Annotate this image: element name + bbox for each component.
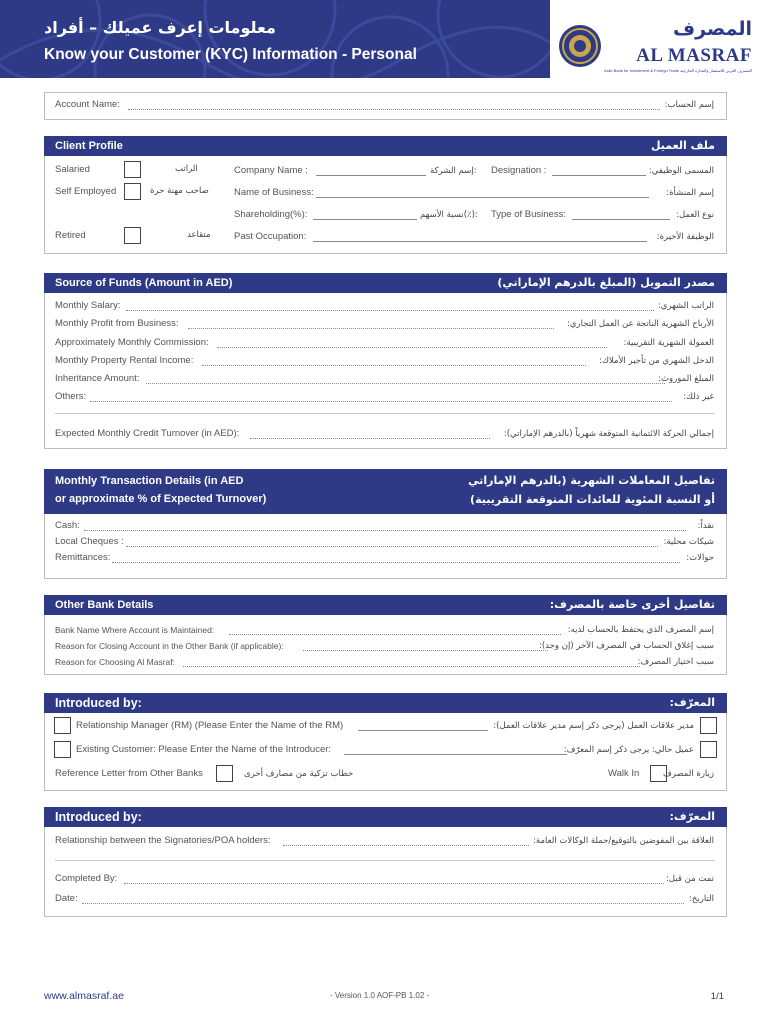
divider: [55, 860, 715, 861]
decorative-pattern: [0, 0, 560, 78]
designation-field[interactable]: [552, 175, 646, 176]
existing-customer-label: Existing Customer: Please Enter the Name of the Introducer:: [76, 744, 332, 755]
rm-checkbox[interactable]: [54, 717, 71, 734]
page-number: 1/1: [710, 991, 724, 1002]
choosing-reason-field[interactable]: [183, 666, 640, 667]
company-name-label: Company Name :: [234, 165, 308, 176]
others-field[interactable]: [90, 401, 672, 402]
business-type-label-ar: نوع العمل:: [676, 210, 714, 220]
salaried-checkbox[interactable]: [124, 161, 141, 178]
header-banner: [0, 0, 770, 78]
account-name-field[interactable]: [128, 109, 660, 110]
section-title-ar: تفاصيل أخرى خاصة بالمصرف:: [549, 598, 715, 611]
section-title-ar: مصدر التمويل (المبلغ بالدرهم الإماراتي): [497, 276, 715, 289]
emblem-icon: [558, 24, 602, 68]
past-occupation-label: Past Occupation:: [234, 231, 307, 242]
section-title-ar: المعرّف:: [669, 810, 715, 823]
rental-income-label-ar: الدخل الشهري من تأجير الأملاك:: [599, 356, 714, 366]
self-employed-checkbox[interactable]: [124, 183, 141, 200]
divider: [55, 413, 715, 414]
existing-customer-label-ar: عميل حالي: يرجى ذكر إسم المعرّف:: [563, 745, 694, 755]
past-occupation-field[interactable]: [313, 241, 647, 242]
retired-label: Retired: [55, 230, 86, 241]
reference-letter-checkbox[interactable]: [216, 765, 233, 782]
salaried-label-ar: الراتب: [175, 164, 198, 174]
shareholding-label-ar: نسبة الأسهم(٪):: [420, 210, 478, 220]
section-title-ar-line1: تفاصيل المعاملات الشهرية (بالدرهم الإماراتي: [468, 474, 715, 487]
other-bank-header: [44, 595, 727, 615]
account-name-box: [44, 92, 727, 120]
section-title: Client Profile: [55, 140, 123, 152]
date-label: Date:: [55, 893, 78, 904]
cash-label-ar: نقداً:: [697, 521, 714, 531]
introduced-by-header: [44, 693, 727, 713]
shareholding-field[interactable]: [313, 219, 417, 220]
monthly-commission-field[interactable]: [217, 347, 607, 348]
business-type-field[interactable]: [572, 219, 670, 220]
others-label-ar: غير ذلك:: [683, 392, 714, 402]
rental-income-field[interactable]: [202, 365, 586, 366]
existing-customer-checkbox[interactable]: [54, 741, 71, 758]
designation-label: Designation :: [491, 165, 547, 176]
rental-income-label: Monthly Property Rental Income:: [55, 355, 194, 366]
monthly-commission-label-ar: العمولة الشهرية التقريبية:: [623, 338, 714, 348]
completed-by-label: Completed By:: [55, 873, 118, 884]
walk-in-label-ar: زيارة المصرف: [662, 769, 714, 779]
monthly-salary-label: Monthly Salary:: [55, 300, 121, 311]
past-occupation-label-ar: الوظيفة الأخيرة:: [656, 232, 714, 242]
retired-checkbox[interactable]: [124, 227, 141, 244]
existing-customer-checkbox-ar[interactable]: [700, 741, 717, 758]
introducer-name-field[interactable]: [344, 754, 567, 755]
logo-subtitle: Arab Bank for Investment & Foreign Trade المصرف العربي للاستثمار والتجارة الخارجية: [604, 68, 752, 73]
reference-letter-label-ar: خطاب تزكية من مصارف أخرى: [244, 769, 354, 779]
monthly-profit-label-ar: الأرباح الشهرية الناتجة عن العمل التجاري:: [566, 319, 714, 329]
cash-field[interactable]: [84, 530, 686, 531]
logo: [550, 0, 770, 78]
section-title: Source of Funds (Amount in AED): [55, 277, 233, 289]
monthly-profit-field[interactable]: [188, 328, 554, 329]
section-title: Introduced by:: [55, 696, 142, 710]
inheritance-label-ar: المبلغ الموروث:: [658, 374, 714, 384]
rm-label: Relationship Manager (RM) (Please Enter the Name of the RM): [76, 720, 344, 731]
version-text: - Version 1.0 AOF-PB 1.02 -: [330, 991, 430, 1000]
date-label-ar: التاريخ:: [689, 894, 714, 904]
remittances-field[interactable]: [112, 562, 680, 563]
closing-reason-field[interactable]: [303, 650, 548, 651]
others-label: Others:: [55, 391, 87, 402]
monthly-commission-label: Approximately Monthly Commission:: [55, 337, 209, 348]
rm-label-ar: مدير علاقات العمل (يرجى ذكر إسم مدير علاقات العمل):: [493, 721, 694, 731]
walk-in-label: Walk In: [608, 768, 640, 779]
logo-english: AL MASRAF: [636, 45, 752, 66]
bank-name-field[interactable]: [229, 634, 561, 635]
client-profile-header: [44, 136, 727, 156]
remittances-label: Remittances:: [55, 552, 111, 563]
date-field[interactable]: [82, 903, 684, 904]
account-name-label-ar: إسم الحساب:: [664, 100, 714, 110]
reference-letter-label: Reference Letter from Other Banks: [55, 768, 203, 779]
business-name-label-ar: إسم المنشأة:: [666, 188, 714, 198]
section-title: Introduced by:: [55, 810, 142, 824]
section-title: Other Bank Details: [55, 599, 154, 611]
choosing-reason-label-ar: سبب اختيار المصرف:: [637, 657, 714, 667]
relationship-label-ar: العلاقة بين المفوضين بالتوقيع/حملة الوكالات العامة:: [533, 836, 714, 846]
closing-reason-label: Reason for Closing Account in the Other Bank (if applicable):: [55, 641, 284, 651]
business-name-label: Name of Business:: [234, 187, 314, 198]
credit-turnover-label: Expected Monthly Credit Turnover (in AED):: [55, 428, 240, 439]
signatories-header: [44, 807, 727, 827]
title-arabic: معلومات إعرف عميلك – أفراد: [44, 18, 276, 37]
business-name-field[interactable]: [316, 197, 649, 198]
self-employed-label: Self Employed: [55, 186, 117, 197]
section-title-line1: Monthly Transaction Details (in AED: [55, 475, 244, 487]
bank-name-label-ar: إسم المصرف الذي يحتفظ بالحساب لديه:: [567, 625, 714, 635]
monthly-salary-field[interactable]: [126, 310, 654, 311]
section-title-ar: ملف العميل: [650, 139, 715, 152]
local-cheques-label-ar: شيكات محلية:: [663, 537, 714, 547]
closing-reason-label-ar: سبب إغلاق الحساب في المصرف الآخر (إن وجد):: [539, 641, 714, 651]
credit-turnover-field[interactable]: [250, 438, 490, 439]
self-employed-label-ar: صاحب مهنة حرة: [150, 186, 209, 196]
source-of-funds-header: [44, 273, 727, 293]
relationship-field[interactable]: [283, 845, 529, 846]
shareholding-label: Shareholding(%):: [234, 209, 308, 220]
salaried-label: Salaried: [55, 164, 90, 175]
monthly-salary-label-ar: الراتب الشهري:: [657, 301, 714, 311]
account-name-label: Account Name:: [55, 99, 120, 110]
choosing-reason-label: Reason for Choosing Al Masraf:: [55, 657, 176, 667]
designation-label-ar: المسمى الوظيفي:: [648, 166, 714, 176]
credit-turnover-label-ar: إجمالي الحركة الائتمانية المتوقعة شهرياً (بالدرهم الإماراتي):: [503, 429, 714, 439]
monthly-profit-label: Monthly Profit from Business:: [55, 318, 179, 329]
bank-name-label: Bank Name Where Account is Maintained:: [55, 625, 215, 635]
title-english: Know your Customer (KYC) Information - Personal: [44, 46, 417, 63]
local-cheques-field[interactable]: [126, 546, 658, 547]
rm-name-field[interactable]: [358, 730, 488, 731]
monthly-transactions-header: [44, 469, 727, 514]
section-title-ar-line2: أو النسبة المئوية للعائدات المتوقعة التقريبية): [470, 493, 715, 506]
cash-label: Cash:: [55, 520, 80, 531]
local-cheques-label: Local Cheques :: [55, 536, 124, 547]
company-name-label-ar: إسم الشركة:: [430, 166, 477, 176]
retired-label-ar: متقاعد: [187, 230, 211, 240]
completed-by-field[interactable]: [124, 883, 664, 884]
section-title-ar: المعرّف:: [669, 696, 715, 709]
website-link[interactable]: www.almasraf.ae: [44, 990, 124, 1002]
inheritance-label: Inheritance Amount:: [55, 373, 140, 384]
remittances-label-ar: حوالات:: [686, 553, 714, 563]
completed-by-label-ar: تمت من قبل:: [666, 874, 714, 884]
company-name-field[interactable]: [316, 175, 426, 176]
relationship-label: Relationship between the Signatories/POA holders:: [55, 835, 271, 846]
logo-arabic: المصرف: [673, 18, 752, 40]
inheritance-field[interactable]: [146, 383, 665, 384]
section-title-line2: or approximate % of Expected Turnover): [55, 493, 267, 505]
business-type-label: Type of Business:: [491, 209, 566, 220]
rm-checkbox-ar[interactable]: [700, 717, 717, 734]
